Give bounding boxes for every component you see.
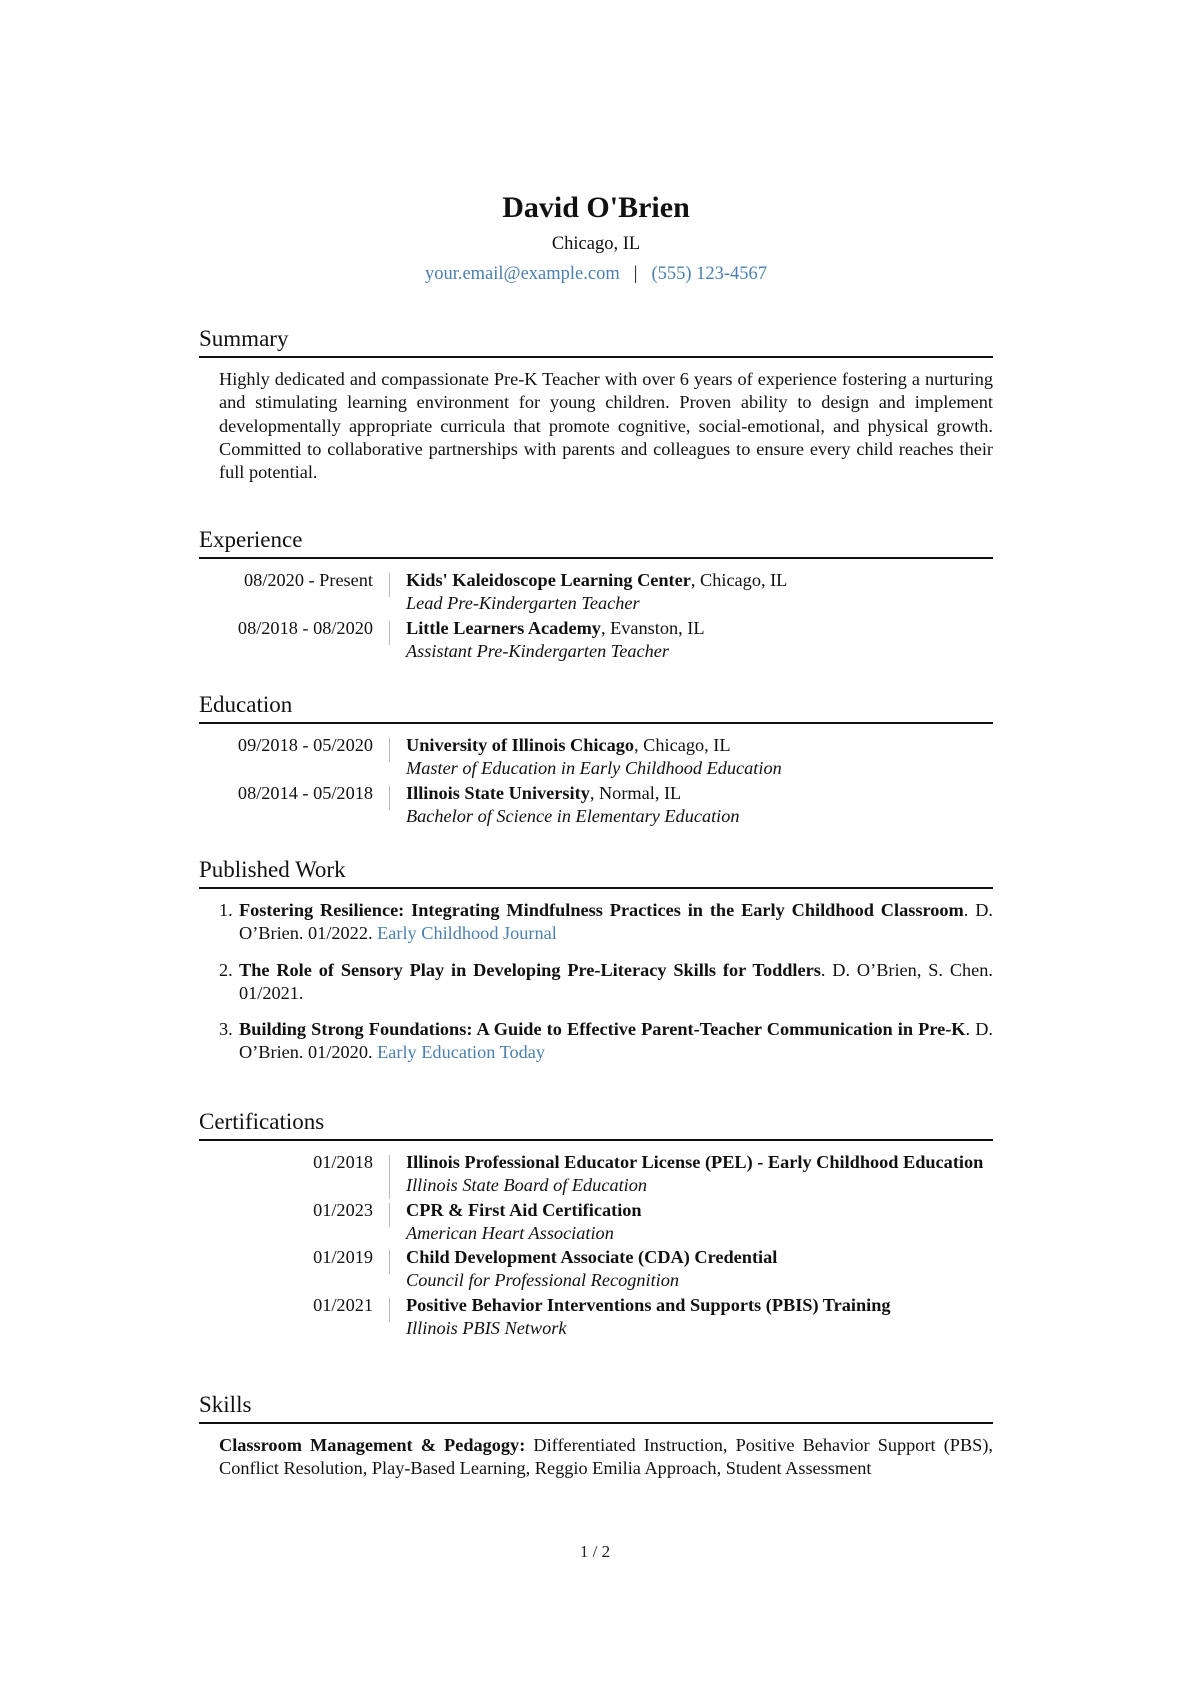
section-divider: [199, 356, 993, 358]
candidate-location: Chicago, IL: [551, 234, 641, 254]
timeline-bar: [373, 1294, 406, 1341]
certifications-list: [199, 1151, 993, 1340]
skills-entry: [199, 1434, 993, 1481]
entry-role: Lead Pre-Kindergarten Teacher: [406, 593, 640, 614]
certification-entry: [199, 1246, 993, 1293]
education-entry: [199, 734, 993, 781]
publication-venue-link[interactable]: Early Education Today: [377, 1042, 546, 1063]
education-section: [199, 691, 993, 829]
publication-number: 1.: [219, 900, 233, 920]
entry-location: , Chicago, IL: [690, 570, 788, 590]
timeline-bar: [373, 782, 406, 829]
entry-location: , Evanston, IL: [600, 617, 705, 638]
certification-name: Illinois Professional Educator License (PEL) - Early Childhood Education: [406, 1152, 984, 1172]
entry-info: [406, 734, 993, 781]
entry-institution: University of Illinois Chicago: [406, 735, 635, 755]
publication-details: . D. O’Brien, S. Chen. 01/2021.: [239, 959, 994, 1003]
skills-section: [199, 1391, 993, 1481]
certification-issuer: American Heart Association: [406, 1222, 614, 1243]
candidate-name: David O'Brien: [502, 191, 690, 224]
entry-location: , Chicago, IL: [634, 735, 731, 755]
entry-date: 01/2023: [313, 1199, 373, 1220]
timeline-bar: [373, 569, 406, 616]
certification-entry: [199, 1294, 993, 1341]
section-title-education: Education: [199, 692, 293, 717]
section-divider: [199, 1139, 993, 1141]
entry-organization: Kids' Kaleidoscope Learning Center: [406, 570, 691, 590]
skill-values: Differentiated Instruction, Positive Behavior Support (PBS), Conflict Resolution, Play-Based Learning, Reggio Emilia Approach, Student Assessment: [219, 1435, 993, 1479]
publication-item: [199, 899, 993, 946]
experience-list: [199, 569, 993, 663]
entry-title: [406, 734, 993, 757]
publication-venue-link[interactable]: Early Childhood Journal: [377, 923, 557, 944]
certification-entry: [199, 1151, 993, 1198]
section-divider: [199, 722, 993, 724]
timeline-bar: [373, 1151, 406, 1198]
section-title-certifications: Certifications: [199, 1109, 325, 1134]
entry-degree: Master of Education in Early Childhood Education: [406, 758, 782, 779]
entry-info: [406, 569, 993, 616]
publication-details: . D. O’Brien. 01/2020.: [239, 1019, 993, 1063]
entry-date: 08/2014 - 05/2018: [237, 782, 373, 803]
entry-title: [406, 782, 993, 805]
entry-location: , Normal, IL: [589, 782, 682, 803]
certification-name: Positive Behavior Interventions and Supports (PBIS) Training: [406, 1294, 891, 1315]
entry-date: 08/2018 - 08/2020: [237, 617, 373, 638]
phone-link[interactable]: (555) 123-4567: [651, 264, 768, 284]
entry-role: Assistant Pre-Kindergarten Teacher: [406, 640, 670, 661]
certification-issuer: Council for Professional Recognition: [406, 1270, 680, 1291]
section-title-publications: Published Work: [199, 857, 346, 882]
experience-entry: [199, 617, 993, 664]
entry-title: [406, 617, 993, 640]
entry-title: [406, 569, 993, 592]
certification-entry: [199, 1199, 993, 1246]
page-number: 1 / 2: [579, 1542, 611, 1561]
section-title-skills: Skills: [199, 1392, 252, 1417]
section-divider: [199, 1422, 993, 1424]
publication-item: [199, 1018, 993, 1065]
resume-header: [199, 190, 993, 286]
publication-title: Building Strong Foundations: A Guide to Effective Parent-Teacher Communication in Pre-K: [239, 1019, 966, 1040]
timeline-bar: [373, 734, 406, 781]
publications-list: [199, 899, 993, 1065]
certification-name: Child Development Associate (CDA) Credential: [406, 1247, 778, 1268]
publication-number: 3.: [219, 1019, 233, 1040]
summary-text: Highly dedicated and compassionate Pre-K Teacher with over 6 years of experience fostering a nurturing and stimulating learning environment for young children. Proven ability to design and implement developmentally appropriate curricula that promote cognitive, social-emotional, and physical growth. Committed to collaborative partnerships with parents and colleagues to ensure every child reaches their full potential.: [219, 369, 993, 483]
entry-organization: Little Learners Academy: [406, 617, 601, 638]
entry-date: 01/2018: [313, 1152, 373, 1172]
education-entry: [199, 782, 993, 829]
certification-issuer: Illinois State Board of Education: [406, 1175, 648, 1196]
publication-title: The Role of Sensory Play in Developing Pre-Literacy Skills for Toddlers: [239, 959, 821, 980]
entry-info: [406, 1246, 993, 1293]
publication-details: . D. O’Brien. 01/2022.: [239, 900, 993, 944]
section-title-summary: Summary: [199, 326, 289, 351]
entry-info: [406, 1151, 993, 1198]
entry-date: 08/2020 - Present: [244, 570, 373, 590]
entry-institution: Illinois State University: [406, 782, 590, 803]
entry-info: [406, 1199, 993, 1246]
certifications-section: [199, 1108, 993, 1341]
certification-name: CPR & First Aid Certification: [406, 1199, 642, 1220]
entry-info: [406, 782, 993, 829]
entry-date: 01/2021: [313, 1294, 373, 1315]
experience-entry: [199, 569, 993, 616]
section-title-experience: Experience: [199, 527, 303, 552]
entry-info: [406, 1294, 993, 1341]
publication-number: 2.: [219, 959, 233, 980]
entry-info: [406, 617, 993, 664]
email-link[interactable]: your.email@example.com: [424, 264, 620, 284]
timeline-bar: [373, 1246, 406, 1293]
entry-date: 01/2019: [313, 1247, 373, 1268]
education-list: [199, 734, 993, 828]
contact-separator: |: [633, 264, 638, 284]
timeline-bar: [373, 1199, 406, 1246]
section-divider: [199, 887, 993, 889]
certification-issuer: Illinois PBIS Network: [406, 1318, 567, 1339]
summary-section: [199, 325, 993, 484]
timeline-bar: [373, 617, 406, 664]
entry-degree: Bachelor of Science in Elementary Education: [406, 805, 740, 826]
publication-item: [199, 959, 993, 1006]
experience-section: [199, 526, 993, 664]
contact-line: [199, 262, 993, 286]
skill-category: Classroom Management & Pedagogy:: [219, 1435, 526, 1455]
entry-date: 09/2018 - 05/2020: [237, 735, 373, 755]
publications-section: [199, 856, 993, 1081]
publication-title: Fostering Resilience: Integrating Mindfulness Practices in the Early Childhood Classroom: [239, 900, 964, 920]
section-divider: [199, 557, 993, 559]
